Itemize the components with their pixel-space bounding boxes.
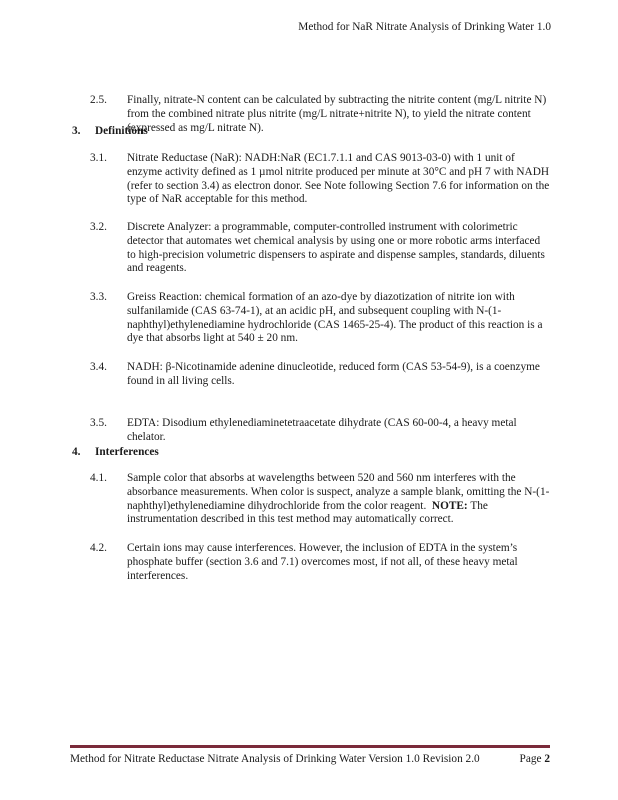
footer-rule (70, 745, 550, 748)
item-text: Nitrate Reductase (NaR): NADH:NaR (EC1.7.1.1 and CAS 9013-03-0) with 1 unit of enzyme activity defined as 1 µmol nitrite produced per minute at 30°C and pH 7 with NADH (refer to section 3.4) as electron donor. See Note following Section 7.6 for information on the type of NaR acceptable for this method. (127, 152, 550, 206)
note-label: NOTE: (431, 499, 468, 512)
item-number: 4.2. (90, 542, 107, 554)
item-number: 3.1. (90, 152, 107, 164)
item-text: Greiss Reaction: chemical formation of an azo-dye by diazotization of nitrite ion with sulfanilamide (CAS 63-74-1), at an acidic pH, and subsequent coupling with N-(1-naphthyl)ethylenediamine hydrochloride (CAS 1465-25-4). The product of this reaction is a dye that absorbs light at 540 ± 20 nm. (127, 291, 543, 345)
item-number: 3.3. (90, 291, 107, 303)
item-number: 3.5. (90, 417, 107, 429)
list-item-4-1 (90, 472, 550, 527)
footer-title: Method for Nitrate Reductase Nitrate Analysis of Drinking Water Version 1.0 Revision 2.0 (70, 753, 480, 765)
section-number: 3. (72, 125, 81, 137)
item-text: EDTA: Disodium ethylenediaminetetraacetate dihydrate (CAS 60-00-4, a heavy metal chelator. (127, 417, 517, 443)
list-item-3-4 (90, 361, 550, 389)
list-item-2-5 (90, 94, 550, 135)
item-number: 3.4. (90, 361, 107, 373)
page-footer (70, 753, 550, 767)
item-text: NADH: β-Nicotinamide adenine dinucleotide, reduced form (CAS 53-54-9), is a coenzyme found in all living cells. (127, 361, 540, 387)
list-item-3-3 (90, 291, 550, 346)
item-number: 2.5. (90, 94, 107, 106)
section-heading-definitions (72, 125, 148, 139)
page-number-value: 2 (544, 753, 550, 765)
section-title: Interferences (95, 446, 159, 458)
item-number: 4.1. (90, 472, 107, 484)
section-heading-interferences (72, 446, 159, 460)
item-text (127, 472, 551, 527)
section-number: 4. (72, 446, 81, 458)
running-header: Method for NaR Nitrate Analysis of Drinking Water 1.0 (298, 21, 551, 33)
item-text-body: Sample color that absorbs at wavelengths between 520 and 560 nm interferes with the absorbance measurements. When color is suspect, analyze a sample blank, omitting the N-(1-naphthyl)ethylenediamine dihydrochloride from the color reagent. (127, 472, 550, 512)
list-item-3-2 (90, 221, 550, 276)
item-text: Certain ions may cause interferences. However, the inclusion of EDTA in the system’s phosphate buffer (section 3.6 and 7.1) overcomes most, if not all, of these heavy metal interferences. (127, 542, 518, 582)
list-item-4-2 (90, 542, 550, 583)
item-number: 3.2. (90, 221, 107, 233)
section-title: Definitions (95, 125, 148, 137)
item-text: Discrete Analyzer: a programmable, computer-controlled instrument with colorimetric detector that automates wet chemical analysis by using one or more robotic arms interfaced to high-precision volumetric dispensers to aspirate and dispense samples, standards, diluents and reagents. (127, 221, 545, 275)
note-text: The instrumentation described in this test method may automatically correct. (127, 499, 488, 526)
item-text: Finally, nitrate-N content can be calculated by subtracting the nitrite content (mg/L nitrite N) from the combined nitrate plus nitrite (mg/L nitrate+nitrite N), to yield the nitrate content (expressed as mg/L nitrate N). (127, 94, 547, 134)
page-label: Page (519, 753, 542, 765)
list-item-3-1 (90, 152, 550, 207)
page-number (520, 753, 550, 767)
list-item-3-5 (90, 417, 550, 445)
